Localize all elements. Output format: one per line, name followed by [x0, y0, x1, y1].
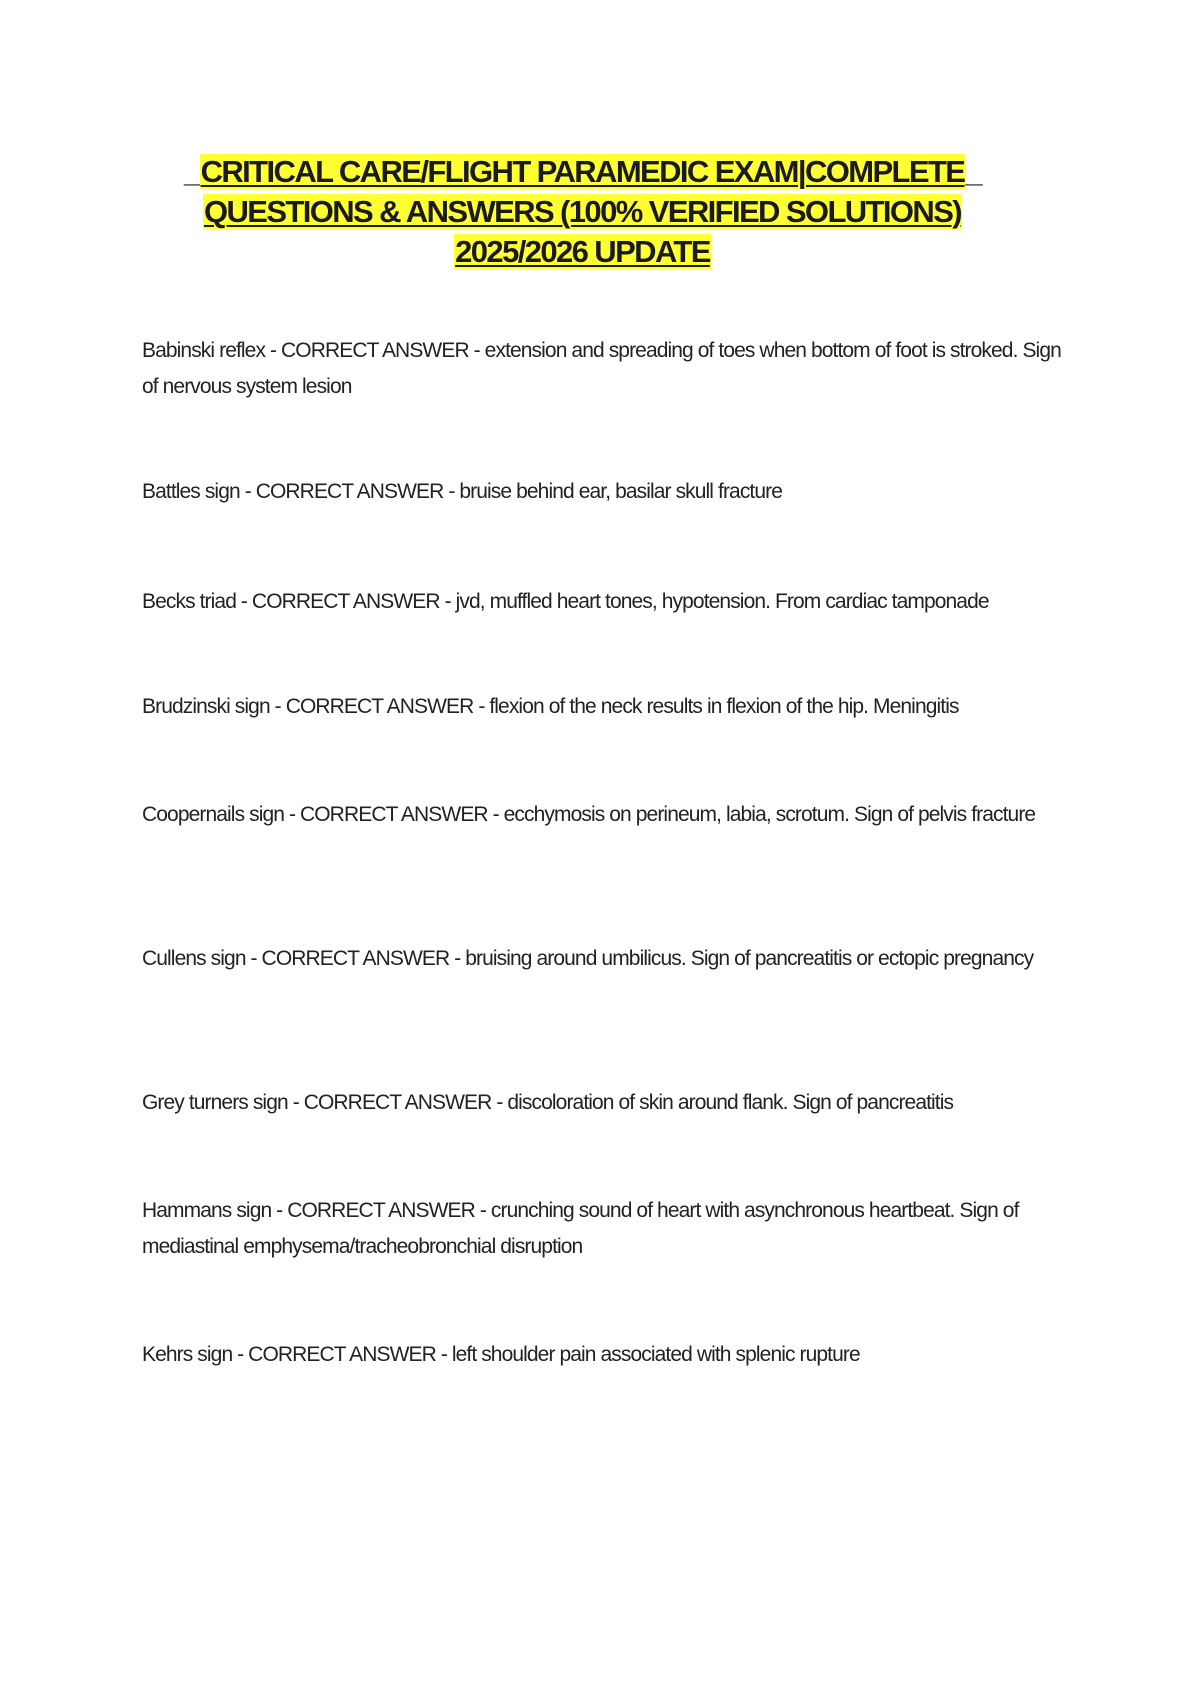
title-text: CRITICAL CARE/FLIGHT PARAMEDIC EXAM|COMPLETE: [200, 154, 965, 189]
qa-entry-grey-turners-sign: Grey turners sign - CORRECT ANSWER - discoloration of skin around flank. Sign of pancreatitis: [142, 1091, 954, 1114]
qa-entry-kehrs-sign: Kehrs sign - CORRECT ANSWER - left shoulder pain associated with splenic rupture: [142, 1343, 860, 1366]
qa-entry-brudzinski-sign: Brudzinski sign - CORRECT ANSWER - flexion of the neck results in flexion of the hip. Meningitis: [142, 695, 959, 718]
title-prefix: _: [183, 154, 200, 189]
qa-entry-cullens-sign: Cullens sign - CORRECT ANSWER - bruising around umbilicus. Sign of pancreatitis or ectopic pregnancy: [142, 947, 1034, 970]
title-line-3: [0, 232, 1165, 272]
qa-entry-babinski-reflex: Babinski reflex - CORRECT ANSWER - extension and spreading of toes when bottom of foot is stroked. Sign of nervous system lesion: [142, 339, 1061, 398]
qa-entry-battles-sign: Battles sign - CORRECT ANSWER - bruise behind ear, basilar skull fracture: [142, 480, 783, 503]
qa-entry-becks-triad: Becks triad - CORRECT ANSWER - jvd, muffled heart tones, hypotension. From cardiac tamponade: [142, 590, 989, 613]
title-line-2: [0, 192, 1165, 232]
title-text: 2025/2026 UPDATE: [455, 234, 710, 269]
qa-entry-hammans-sign: Hammans sign - CORRECT ANSWER - crunching sound of heart with asynchronous heartbeat. Sign of mediastinal emphysema/tracheobronchial disruption: [142, 1199, 1019, 1258]
title-suffix: _: [965, 154, 982, 189]
title-text: QUESTIONS & ANSWERS (100% VERIFIED SOLUTIONS): [203, 194, 962, 229]
qa-entry-coopernails-sign: Coopernails sign - CORRECT ANSWER - ecchymosis on perineum, labia, scrotum. Sign of pelvis fracture: [142, 803, 1036, 826]
document-title: [0, 152, 1165, 272]
title-line-1: [0, 152, 1165, 192]
